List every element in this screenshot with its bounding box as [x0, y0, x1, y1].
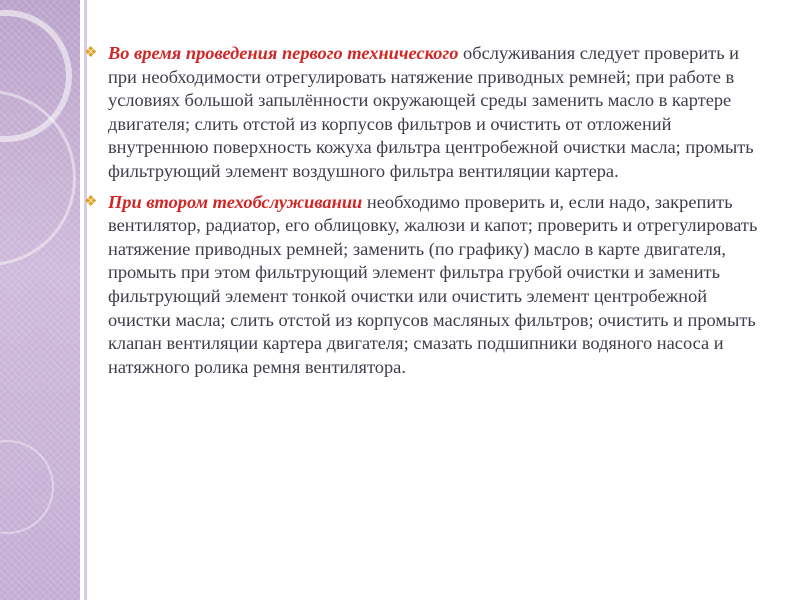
paragraph-text: необходимо проверить и, если надо, закрепить вентилятор, радиатор, его облицовку, жалюзи и капот; проверить и отрегулировать натяжение приводных ремней; заменить (по графику) масло в карте двигателя, промыть при этом фильтрующий элемент фильтра грубой очистки и заменить фильтрующий элемент тонкой очистки или очистить элемент центробежной очистки масла; слить отстой из корпусов масляных фильтров; очистить и промыть клапан вентиляции картера двигателя; смазать подшипники водяного насоса и натяжного ролика ремня вентилятора. — [108, 191, 758, 377]
decorative-side-panel — [0, 0, 80, 600]
slide-content — [80, 42, 760, 386]
paragraph-heading: При втором техобслуживании — [108, 191, 363, 212]
decorative-circle — [0, 90, 76, 266]
diamond-bullet-icon: ❖ — [84, 193, 98, 210]
decorative-circle — [0, 440, 54, 534]
paragraph-text: обслуживания следует проверить и при необходимости отрегулировать натяжение приводных ремней; при работе в условиях большой запылённости окружающей среды заменить масло в картере двигателя; слить отстой из корпусов фильтров и очистить от отложений внутреннюю поверхность кожуха фильтра центробежной очистки масла; промыть фильтрующий элемент воздушного фильтра вентиляции картера. — [108, 43, 754, 181]
paragraph-second-maintenance — [80, 191, 760, 380]
paragraph-heading: Во время проведения первого технического — [108, 43, 459, 63]
diamond-bullet-icon: ❖ — [84, 45, 98, 61]
paragraph-first-maintenance — [80, 42, 760, 184]
